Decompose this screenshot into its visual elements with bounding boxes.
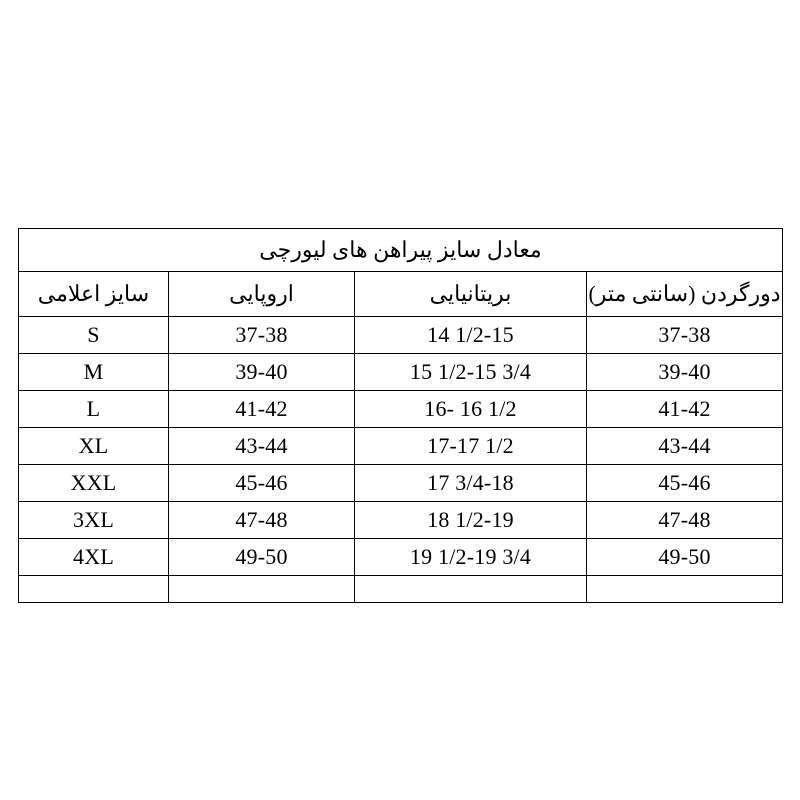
cell-british: 17 3/4-18 bbox=[355, 465, 587, 502]
cell-declared-size: XXL bbox=[19, 465, 169, 502]
column-header-neck-circumference: دورگردن (سانتی متر) bbox=[587, 272, 783, 317]
cell-declared-size: S bbox=[19, 317, 169, 354]
table-row bbox=[19, 428, 783, 465]
cell-british: 14 1/2-15 bbox=[355, 317, 587, 354]
cell-european: 37-38 bbox=[169, 317, 355, 354]
cell-european: 39-40 bbox=[169, 354, 355, 391]
cell-british: 15 1/2-15 3/4 bbox=[355, 354, 587, 391]
spacer-cell bbox=[169, 576, 355, 603]
cell-neck: 47-48 bbox=[587, 502, 783, 539]
table-row bbox=[19, 539, 783, 576]
spacer-cell bbox=[19, 576, 169, 603]
cell-declared-size: 3XL bbox=[19, 502, 169, 539]
table-row bbox=[19, 317, 783, 354]
cell-european: 43-44 bbox=[169, 428, 355, 465]
table-row bbox=[19, 391, 783, 428]
cell-neck: 45-46 bbox=[587, 465, 783, 502]
cell-european: 45-46 bbox=[169, 465, 355, 502]
column-header-declared-size: سایز اعلامی bbox=[19, 272, 169, 317]
cell-british: 19 1/2-19 3/4 bbox=[355, 539, 587, 576]
column-header-european: اروپایی bbox=[169, 272, 355, 317]
page-title: معادل سایز پیراهن های لیورچی bbox=[19, 229, 783, 272]
cell-british: 18 1/2-19 bbox=[355, 502, 587, 539]
spacer-cell bbox=[355, 576, 587, 603]
cell-british: 17-17 1/2 bbox=[355, 428, 587, 465]
table-header-row bbox=[19, 272, 783, 317]
cell-neck: 41-42 bbox=[587, 391, 783, 428]
table-row bbox=[19, 465, 783, 502]
cell-british: 16- 16 1/2 bbox=[355, 391, 587, 428]
cell-european: 47-48 bbox=[169, 502, 355, 539]
spacer-cell bbox=[587, 576, 783, 603]
column-header-british: بریتانیایی bbox=[355, 272, 587, 317]
cell-neck: 49-50 bbox=[587, 539, 783, 576]
cell-european: 41-42 bbox=[169, 391, 355, 428]
size-table-container bbox=[18, 228, 782, 603]
cell-declared-size: XL bbox=[19, 428, 169, 465]
cell-neck: 43-44 bbox=[587, 428, 783, 465]
table-title-row bbox=[19, 229, 783, 272]
cell-declared-size: M bbox=[19, 354, 169, 391]
cell-neck: 37-38 bbox=[587, 317, 783, 354]
table-row bbox=[19, 354, 783, 391]
table-footer-spacer-row bbox=[19, 576, 783, 603]
cell-neck: 39-40 bbox=[587, 354, 783, 391]
table-row bbox=[19, 502, 783, 539]
cell-declared-size: L bbox=[19, 391, 169, 428]
cell-european: 49-50 bbox=[169, 539, 355, 576]
cell-declared-size: 4XL bbox=[19, 539, 169, 576]
size-table bbox=[18, 228, 783, 603]
